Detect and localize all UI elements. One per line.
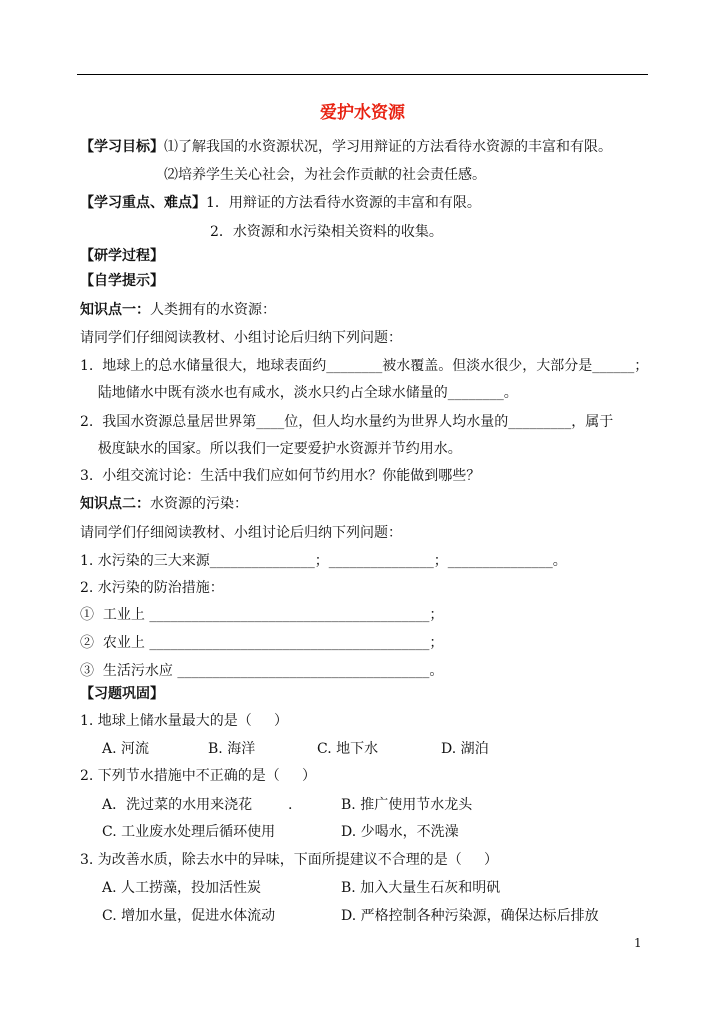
process-heading: 【研学过程】 — [80, 248, 164, 264]
self-study-heading: 【自学提示】 — [80, 273, 164, 289]
kp2-measure-1: ① 工业上 ________________________________________； — [80, 607, 444, 623]
key-points-row — [80, 193, 481, 213]
kp2-measure-3: ③ 生活污水应 ____________________________________。 — [80, 663, 444, 679]
kp2-question-2: 2. 水污染的防治措施： — [80, 580, 224, 596]
kp1-question-2-cont: 极度缺水的国家。所以我们一定要爱护水资源并节约用水。 — [80, 441, 462, 457]
exercise-3-option-c: C. 增加水量，促进水体流动 — [102, 908, 276, 924]
exercise-2-option-c: C. 工业废水处理后循环使用 — [102, 824, 276, 840]
exercise-1-option-b: B. 海洋 — [208, 741, 256, 757]
kp2-topic: 水资源的污染： — [150, 496, 248, 512]
header-rule — [77, 74, 648, 75]
kp1-topic: 人类拥有的水资源： — [150, 302, 276, 318]
exercise-1-option-c: C. 地下水 — [317, 741, 379, 757]
objective-2: ⑵培养学生关心社会，为社会作贡献的社会责任感。 — [164, 167, 486, 183]
kp1-question-1-cont: 陆地储水中既有淡水也有咸水，淡水只约占全球水储量的________。 — [80, 385, 518, 401]
page-title: 爱护水资源 — [320, 103, 405, 123]
kp1-question-1: 1. 地球上的总水储量很大，地球表面约________被水覆盖。但淡水很少，大部分是______； — [80, 358, 649, 374]
exercise-3-option-b: B. 加入大量生石灰和明矾 — [341, 880, 501, 896]
exercise-2-option-b: B. 推广使用节水龙头 — [341, 797, 473, 813]
kp1-title — [80, 300, 276, 320]
exercise-1-option-a: A. 河流 — [102, 741, 150, 757]
key-point-1: 1．用辩证的方法看待水资源的丰富和有限。 — [206, 195, 481, 211]
stray-dot: . — [288, 797, 293, 813]
key-point-2: 2．水资源和水污染相关资料的收集。 — [210, 224, 443, 240]
page-number: 1 — [634, 936, 642, 950]
kp2-title — [80, 494, 248, 514]
exercise-3-option-d: D. 严格控制各种污染源，确保达标后排放 — [341, 908, 599, 924]
kp1-question-2: 2. 我国水资源总量居世界第____位，但人均水量约为世界人均水量的_________，属于 — [80, 414, 614, 430]
exercise-1: 1. 地球上储水量最大的是（ ） — [80, 713, 289, 729]
kp2-label: 知识点二： — [80, 496, 150, 512]
exercise-1-option-d: D. 湖泊 — [441, 741, 489, 757]
kp2-instruction: 请同学们仔细阅读教材、小组讨论后归纳下列问题： — [80, 525, 402, 541]
kp1-label: 知识点一： — [80, 302, 150, 318]
exercise-2: 2. 下列节水措施中不正确的是（ ） — [80, 768, 317, 784]
kp1-question-3: 3. 小组交流讨论：生活中我们应如何节约用水？你能做到哪些？ — [80, 468, 481, 484]
exercise-3: 3. 为改善水质，除去水中的异味，下面所提建议不合理的是（ ） — [80, 852, 499, 868]
objectives-row — [80, 137, 612, 157]
exercise-2-option-d: D. 少喝水，不洗澡 — [341, 824, 459, 840]
exercise-3-option-a: A. 人工捞藻，投加活性炭 — [102, 880, 262, 896]
exercises-heading: 【习题巩固】 — [80, 686, 164, 702]
kp2-question-1: 1. 水污染的三大来源_______________；_______________；_______________。 — [80, 553, 567, 569]
kp2-measure-2: ② 农业上 ________________________________________； — [80, 635, 444, 651]
objectives-label: 【学习目标】 — [80, 139, 164, 155]
objective-1: ⑴了解我国的水资源状况，学习用辩证的方法看待水资源的丰富和有限。 — [164, 139, 612, 155]
kp1-instruction: 请同学们仔细阅读教材、小组讨论后归纳下列问题： — [80, 330, 402, 346]
key-points-label: 【学习重点、难点】 — [80, 195, 206, 211]
exercise-2-option-a: A．洗过菜的水用来浇花 — [102, 797, 253, 813]
